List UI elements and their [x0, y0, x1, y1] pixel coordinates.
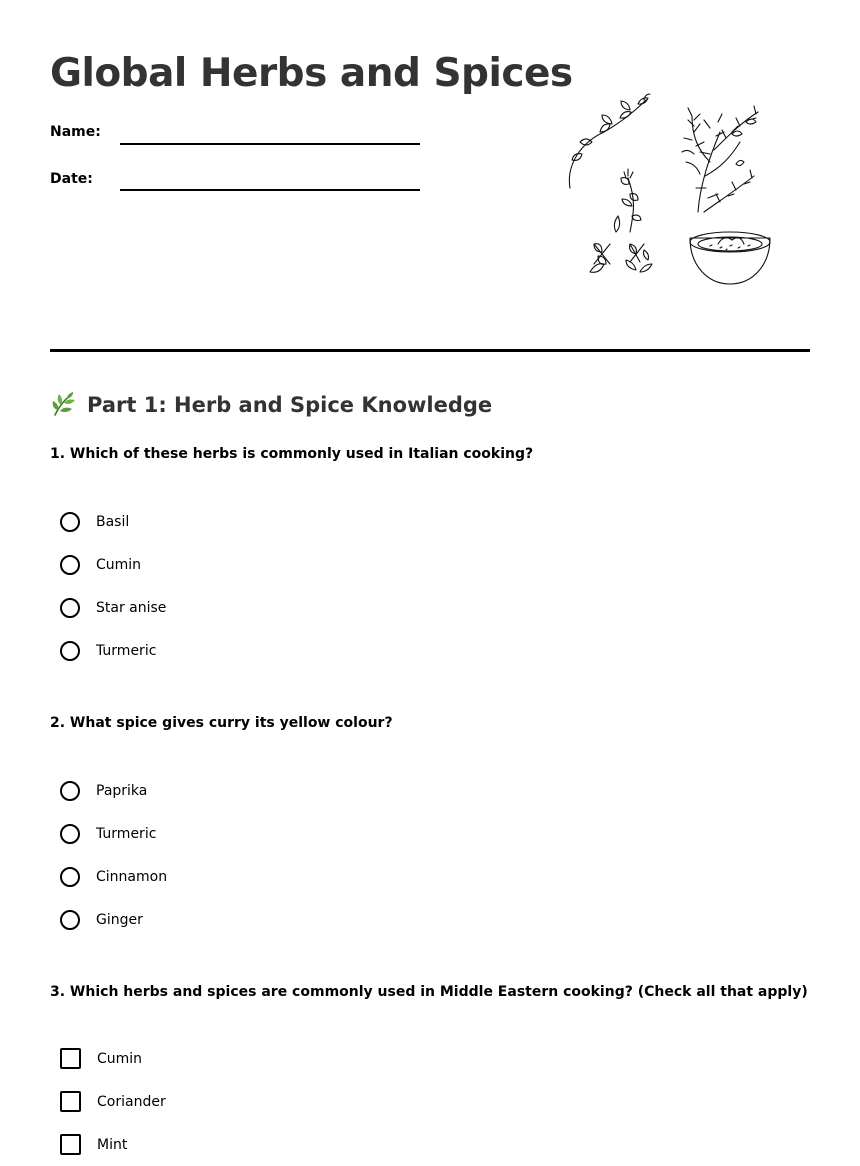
herbs-and-spice-bowl-illustration	[560, 92, 790, 292]
section-divider	[50, 349, 810, 352]
option-coriander[interactable]	[60, 1080, 166, 1123]
question-3: 3. Which herbs and spices are commonly used in Middle Eastern cooking? (Check all that apply)	[50, 984, 808, 1000]
date-field	[50, 165, 430, 195]
option-label: Paprika	[96, 782, 148, 799]
option-mint[interactable]	[60, 1123, 166, 1166]
option-label: Mint	[97, 1136, 128, 1153]
option-label: Ginger	[96, 911, 143, 928]
radio-button[interactable]	[60, 641, 80, 661]
radio-button[interactable]	[60, 598, 80, 618]
option-turmeric[interactable]	[60, 812, 167, 855]
checkbox[interactable]	[60, 1048, 81, 1069]
name-field	[50, 118, 430, 148]
radio-button[interactable]	[60, 910, 80, 930]
option-label: Turmeric	[96, 825, 157, 842]
option-cumin[interactable]	[60, 1037, 166, 1080]
date-line[interactable]	[120, 189, 420, 191]
question-2: 2. What spice gives curry its yellow colour?	[50, 715, 393, 731]
question-1: 1. Which of these herbs is commonly used in Italian cooking?	[50, 446, 534, 462]
option-turmeric[interactable]	[60, 629, 166, 672]
name-label: Name:	[50, 124, 101, 140]
option-cumin[interactable]	[60, 543, 166, 586]
option-label: Cinnamon	[96, 868, 168, 885]
checkbox[interactable]	[60, 1091, 81, 1112]
radio-button[interactable]	[60, 867, 80, 887]
radio-button[interactable]	[60, 555, 80, 575]
question-1-options	[60, 500, 166, 672]
date-label: Date:	[50, 171, 93, 187]
radio-button[interactable]	[60, 512, 80, 532]
checkbox[interactable]	[60, 1134, 81, 1155]
option-ginger[interactable]	[60, 898, 167, 941]
section-heading	[50, 388, 492, 422]
option-label: Turmeric	[96, 642, 157, 659]
question-2-options	[60, 769, 167, 941]
name-line[interactable]	[120, 143, 420, 145]
option-label: Cumin	[96, 556, 142, 573]
option-basil[interactable]	[60, 500, 166, 543]
option-label: Basil	[96, 513, 130, 530]
option-label: Coriander	[97, 1093, 166, 1110]
option-cinnamon[interactable]	[60, 855, 167, 898]
section-heading-text: Part 1: Herb and Spice Knowledge	[87, 393, 493, 417]
option-label: Cumin	[97, 1050, 143, 1067]
radio-button[interactable]	[60, 781, 80, 801]
question-3-options	[60, 1037, 166, 1166]
option-paprika[interactable]	[60, 769, 167, 812]
option-star-anise[interactable]	[60, 586, 166, 629]
radio-button[interactable]	[60, 824, 80, 844]
option-label: Star anise	[96, 599, 167, 616]
page-title: Global Herbs and Spices	[50, 51, 573, 96]
herb-leaf-icon	[50, 391, 78, 419]
